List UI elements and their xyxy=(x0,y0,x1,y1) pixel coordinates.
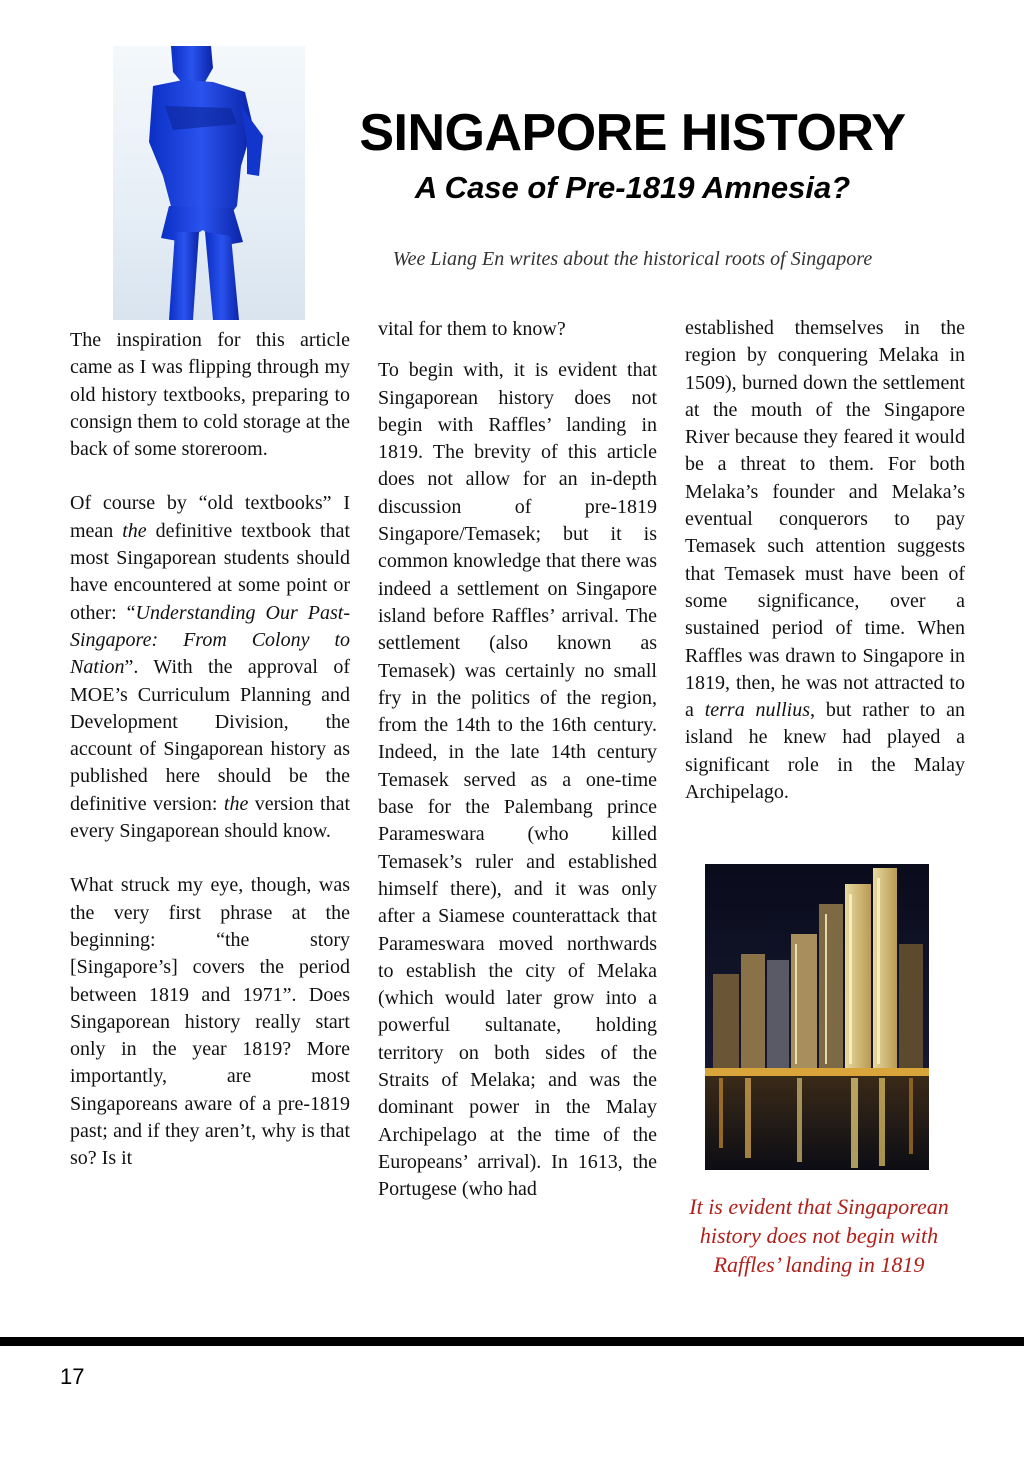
article-byline: Wee Liang En writes about the historical roots of Singapore xyxy=(392,248,873,270)
paragraph: established themselves in the region by conquering Melaka in 1509), burned down the settlement at the mouth of the Singapore River because they feared it would be a threat to them. For both Melaka’s founder and Melaka’s eventual conquerors to pay Temasek such attention suggests that Temasek must have been of some significance, over a sustained period of time. When Raffles was drawn to Singapore in 1819, then, he was not attracted to a terra nullius, but rather to an island he knew had played a significant role in the Malay Archipelago. xyxy=(685,317,965,804)
statue-photo xyxy=(113,46,305,320)
pull-quote: It is evident that Singaporean history does not begin with Raffles’ landing in 1819 xyxy=(689,1194,949,1277)
city-skyline-photo xyxy=(705,864,929,1170)
article-column-2 xyxy=(378,316,657,1218)
article-column-1 xyxy=(70,327,350,1200)
article-subtitle: A Case of Pre-1819 Amnesia? xyxy=(414,170,851,205)
footer-divider xyxy=(0,1337,1024,1346)
article-column-3 xyxy=(685,315,965,806)
paragraph: To begin with, it is evident that Singaporean history does not begin with Raffles’ landing in 1819. The brevity of this article does not allow for an in-depth discussion of pre-1819 Singapore/Temasek; but it is common knowledge that there was indeed a settlement on Singapore island before Raffles’ arrival. The settlement (also known as Temasek) was certainly no small fry in the politics of the region, from the 14th to the 16th century. Indeed, in the late 14th century Temasek served as a one-time base for the Palembang prince Parameswara (who killed Temasek’s ruler and established himself there), and it was only after a Siamese counterattack that Parameswara moved northwards to establish the city of Melaka (which would later grow into a powerful sultanate, holding territory on both sides of the Straits of Melaka; and was the dominant power in the Malay Archipelago at the time of the Europeans’ arrival). In 1613, the Portugese (who had xyxy=(378,359,657,1201)
paragraph: The inspiration for this article came as I was flipping through my old history textbooks, preparing to consign them to cold storage at the back of some storeroom. xyxy=(70,329,350,461)
paragraph: Of course by “old textbooks” I mean the definitive textbook that most Singaporean students should have encountered at some point or other: “Understanding Our Past- Singapore: From Colony to Nation”. With the approval of MOE’s Curriculum Planning and Development Division, the account of Singaporean history as published here should be the definitive version: the version that every Singaporean should know. xyxy=(70,492,351,843)
page-number: 17 xyxy=(60,1364,85,1389)
paragraph: vital for them to know? xyxy=(378,318,566,340)
paragraph: What struck my eye, though, was the very first phrase at the beginning: “the story [Singapore’s] covers the period between 1819 and 1971”. Does Singaporean history really start only in the year 1819? More importantly, are most Singaporeans aware of a pre-1819 past; and if they aren’t, why is that so? Is it xyxy=(70,874,350,1170)
article-title: SINGAPORE HISTORY xyxy=(359,104,906,162)
